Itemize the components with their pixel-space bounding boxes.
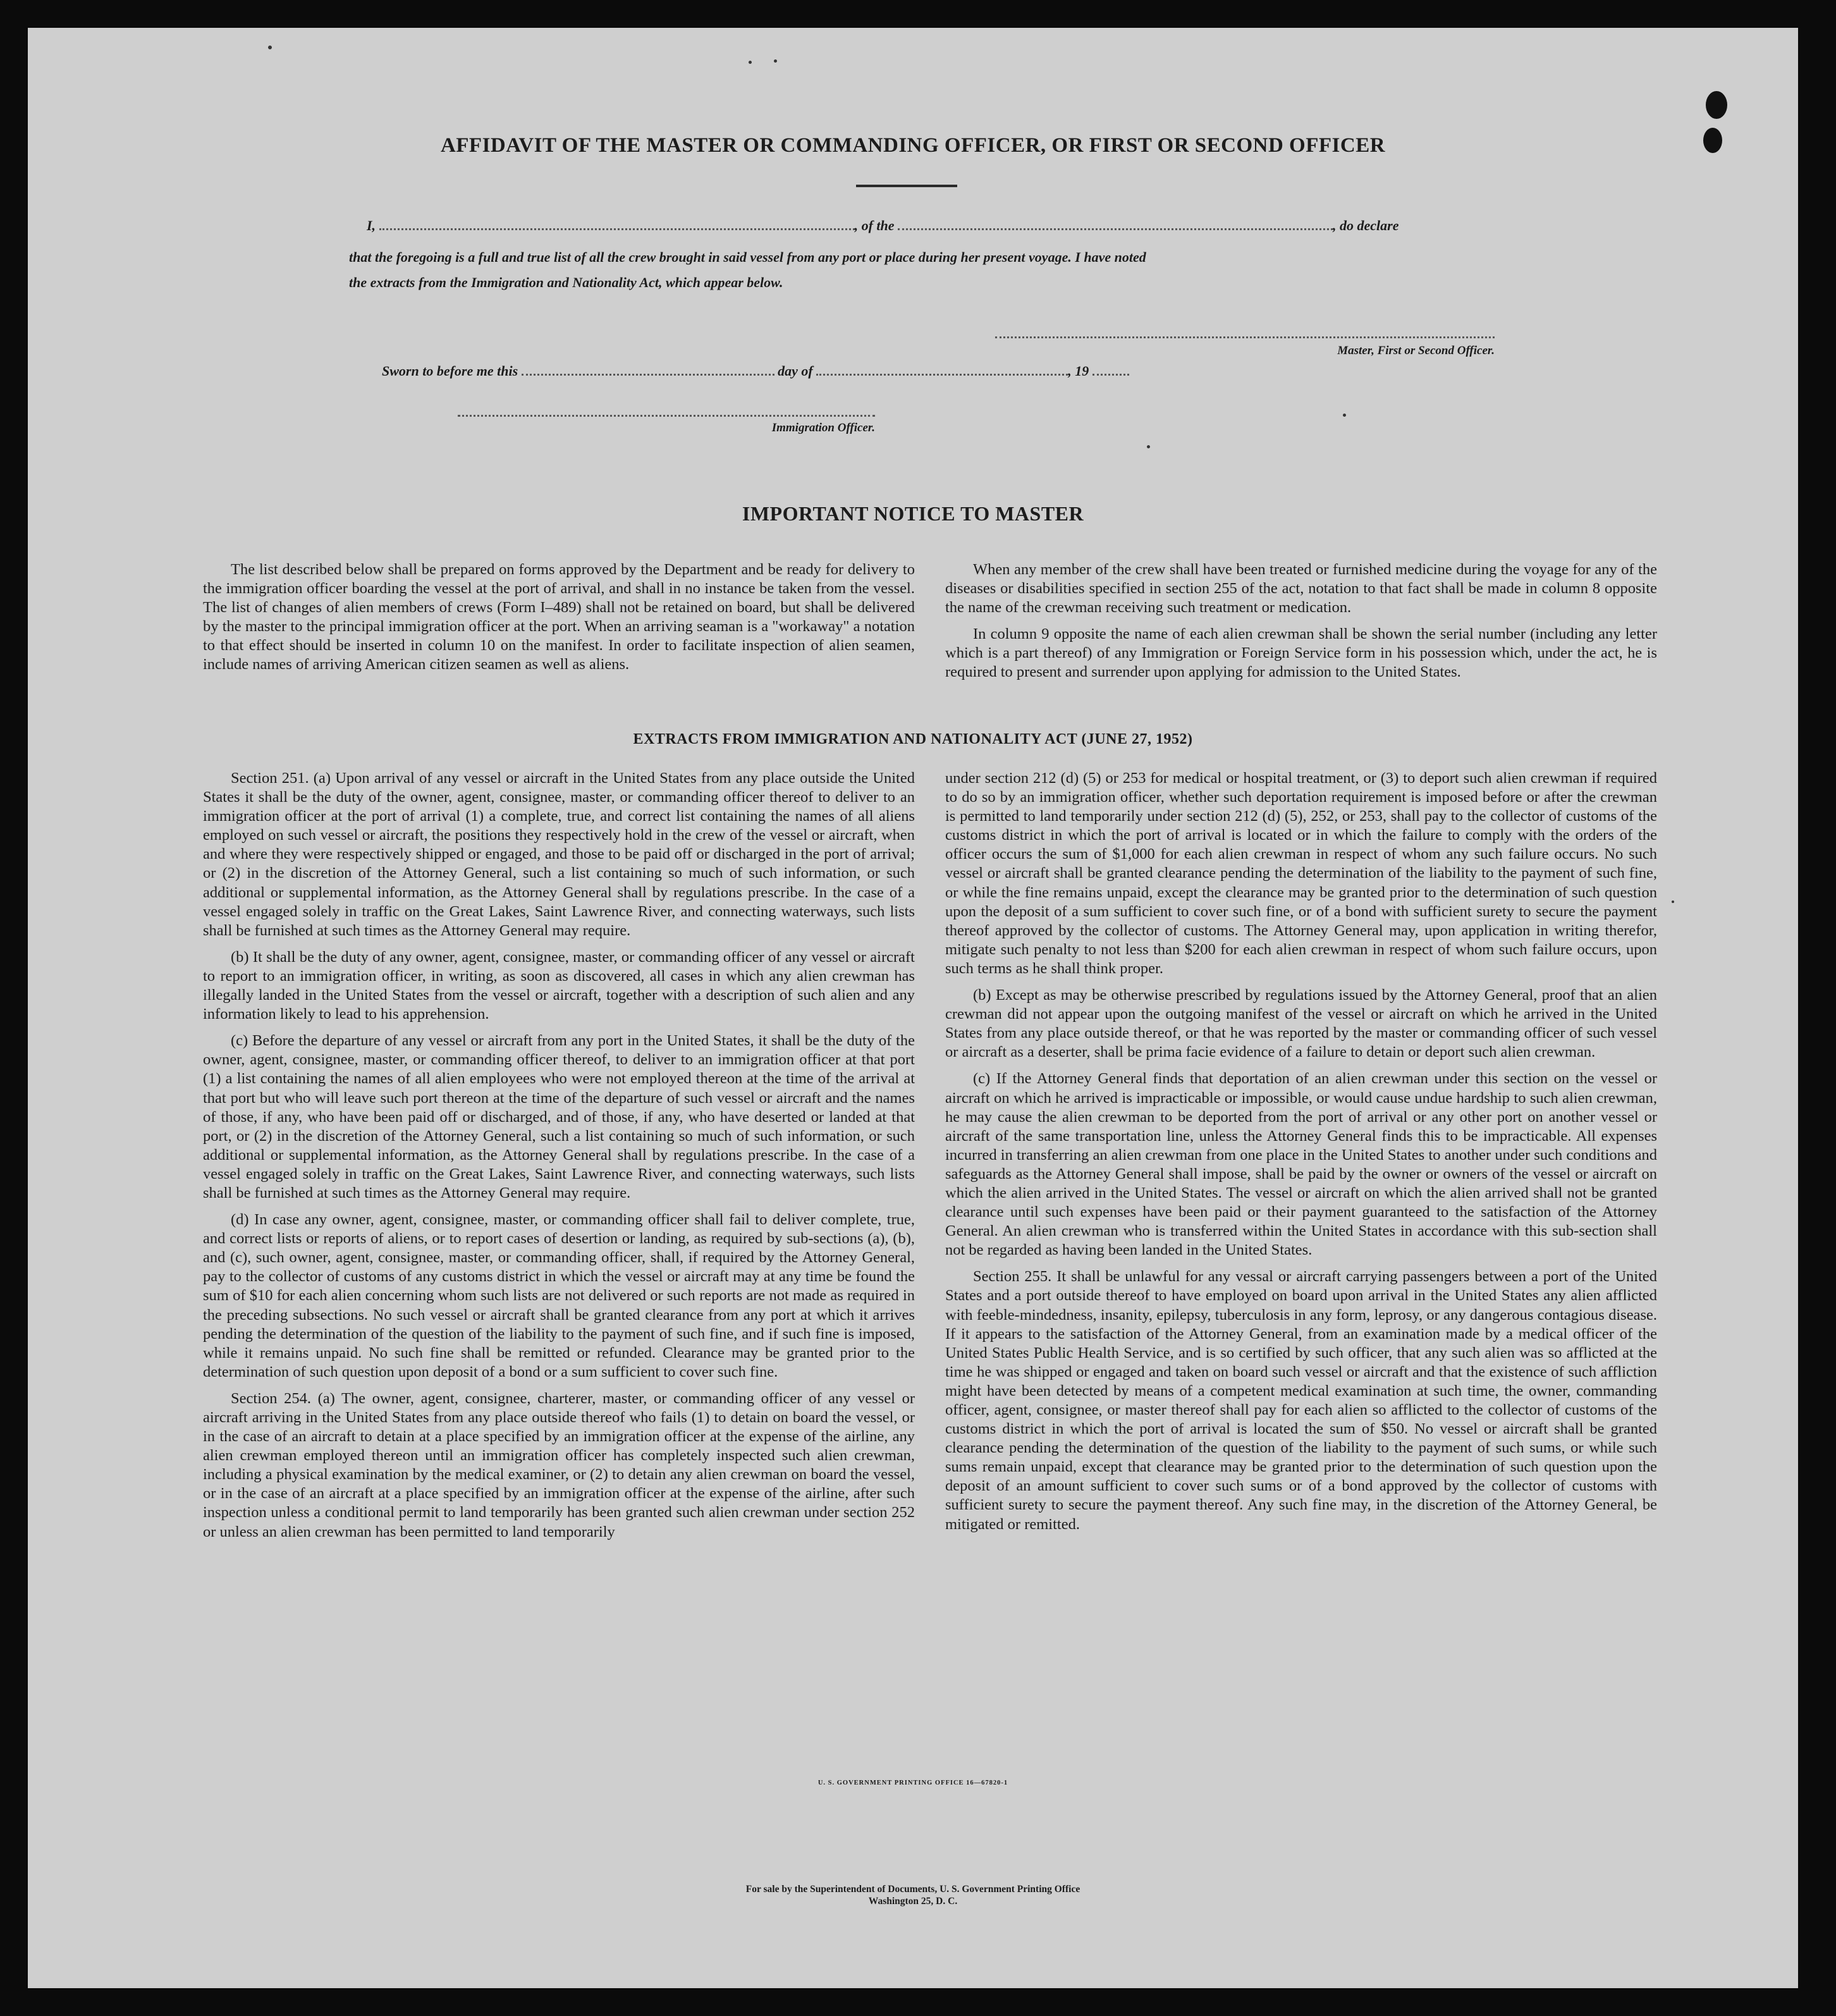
section-paragraph: Section 254. (a) The owner, agent, consignee, charterer, master, or commanding officer of any vessel or aircraft arriving in the United States from any place outside thereof who fails (1) to detain on board the vessel, or in the case of an aircraft to detain at a place specified by an immigration officer at the expense of the airline, any alien crewman employed thereon until an immigration officer has completely inspected such alien crewman, including a physical examination by the medical examiner, or (2) to detain any alien crewman on board the vessel, or in the case of an aircraft at a place specified by an immigration officer at the expense of the airline, after such inspection unless a conditional permit to land temporarily has been granted such alien crewman under section 252 or unless an alien crewman has been permitted to land temporarily [203, 1389, 915, 1540]
extracts-heading: EXTRACTS FROM IMMIGRATION AND NATIONALITY ACT (JUNE 27, 1952) [633, 731, 1193, 747]
immigration-officer-label: Immigration Officer. [771, 421, 875, 434]
section-paragraph: Section 255. It shall be unlawful for any vessal or aircraft carrying passengers between a port of the United States and a port outside thereof to have employed on board upon arrival in the United States any alien afflicted with feeble-mindedness, insanity, epilepsy, tuberculosis in any form, leprosy, or any dangerous contagious disease. If it appears to the satisfaction of the Attorney General, from an examination made by a medical officer of the United States Public Health Service, and is so certified by such officer, that any such alien was so afflicted at the time he was shipped or engaged and taken on board such vessel or aircraft and that the existence of such affliction might have been detected by means of a competent medical examination at such time, the owner, commanding officer, agent, consignee, or master thereof shall pay for each alien so afflicted to the collector of customs of the customs district in which the port of arrival is located the sum of $50. No vessel or aircraft shall be granted clearance pending the determination of the question of the liability to the payment of such sums, or while such sums remain unpaid, except that clearance may be granted prior to the determination of such question upon the deposit of an amount sufficient to cover such sums or of a bond approved by the collector of customs with sufficient surety to secure the payment thereof. Any such fine may, in the discretion of the Attorney General, be mitigated or remitted. [945, 1268, 1657, 1533]
speck [1343, 414, 1346, 417]
section-paragraph: (c) Before the departure of any vessel or aircraft from any port in the United States, it shall be the duty of the owner, agent, consignee, master, or commanding officer thereof, to deliver to an immigration officer at that port (1) a list containing the names of all alien employees who were not employed thereon at the time of the arrival at that port but who will leave such port thereon at the time of the departure of such vessel or aircraft and the names of those, if any, who have been paid off or discharged, and of those, if any, who have deserted or landed at that port, or (2) in the discretion of the Attorney General, such a list containing so much of such information, or such additional or supplemental information, as the Attorney General shall by regulations prescribe. In the case of a vessel engaged solely in traffic on the Great Lakes, Saint Lawrence River, and connecting waterways, such lists shall be furnished at such times as the Attorney General may require. [203, 1032, 915, 1202]
section-paragraph: (d) In case any owner, agent, consignee, master, or commanding officer shall fail to deliver complete, true, and correct lists or reports of aliens, or to report cases of desertion or landing, as required by sub-sections (a), (b), and (c), such owner, agent, consignee, master, or commanding officer, shall, if required by the Attorney General, pay to the collector of customs of any customs district in which the vessel or aircraft may at any time be found the sum of $10 for each alien concerning whom such lists are not delivered or such reports are not made as required in the preceding subsections. No such vessel or aircraft shall be granted clearance from any port at which it arrives pending the determination of the question of the liability to the payment of such fine, and if such fine is imposed, while it remains unpaid. No such fine shall be remitted or refunded. Clearance may be granted prior to the determination of such question upon deposit of a bond or a sum sufficient to cover such fine. [203, 1211, 915, 1380]
declarant-name-field[interactable] [379, 228, 855, 230]
of-the-label: , of the [854, 218, 895, 233]
year-label: , 19 [1068, 363, 1089, 379]
notice-paragraph: The list described below shall be prepared on forms approved by the Department and be ready for delivery to the immigration officer boarding the vessel at the port of arrival, and shall in no instance be taken from the vessel. The list of changes of alien members of crews (Form I–489) shall not be retained on board, but shall be delivered by the master to the principal immigration officer at the port. When an arriving seaman is a "workaway" a notation to that effect should be inserted in column 10 on the manifest. In order to facilitate inspection of alien seamen, include names of arriving American citizen seamen as well as aliens. [203, 561, 915, 673]
notice-right-column [945, 560, 1657, 690]
sworn-day-field[interactable] [522, 374, 774, 376]
sale-note-line-2: Washington 25, D. C. [868, 1896, 958, 1907]
vessel-name-field[interactable] [898, 228, 1333, 230]
master-signature-line[interactable] [995, 336, 1495, 338]
gpo-imprint: U. S. GOVERNMENT PRINTING OFFICE 16—67820-1 [817, 1779, 1008, 1786]
speck [749, 61, 752, 64]
speck [1672, 900, 1674, 903]
extracts-right-column [945, 769, 1657, 1542]
do-declare-label: , do declare [1333, 218, 1399, 233]
notice-paragraph: In column 9 opposite the name of each alien crewman shall be shown the serial number (including any letter which is a part thereof) of any Immigration or Foreign Service form in his possession which, under the act, he is required to present and surrender upon applying for admission to the United States. [945, 625, 1657, 681]
section-paragraph: (b) It shall be the duty of any owner, agent, consignee, master, or commanding officer of any vessel or aircraft to report to an immigration officer, in writing, as soon as discovered, all cases in which any alien crewman has illegally landed in the United States from the vessel or aircraft, together with a description of such alien and any information likely to lead to his apprehension. [203, 948, 915, 1023]
sale-note [28, 1883, 1798, 1907]
sworn-month-field[interactable] [816, 374, 1068, 376]
declaration-line [367, 218, 1524, 234]
notice-left-column [203, 560, 915, 682]
title-rule [856, 185, 957, 187]
sworn-year-field[interactable] [1092, 374, 1129, 376]
section-paragraph: under section 212 (d) (5) or 253 for medical or hospital treatment, or (3) to deport such alien crewman if required to do so by an immigration officer, whether such deportation requirement is imposed before or after the crewman is permitted to land temporarily under section 212 (d) (5), 252, or 253, shall pay to the collector of customs of the customs district in which the port of arrival is located or in which the failure to comply with the orders of the officer occurs the sum of $1,000 for each alien crewman in respect of whom any such failure occurs. No such vessel or aircraft shall be granted clearance pending the determination of the liability to the payment of such fine, or while the fine remains unpaid, except the clearance may be granted prior to the determination of such question upon the deposit of a sum sufficient to cover such fine, or of a bond with sufficient surety to secure the payment thereof approved by the collector of customs. The Attorney General may, upon application in writing therefor, mitigate such penalty to not less than $200 for each alien crewman in respect of whom such failure occurs, upon such terms as he shall think proper. [945, 770, 1657, 977]
section-paragraph: (c) If the Attorney General finds that deportation of an alien crewman under this section on the vessel or aircraft on which he arrived is impracticable or impossible, or would cause undue hardship to such alien crewman, he may cause the alien crewman to be deported from the port of arrival or any other port on another vessel or aircraft of the same transportation line, unless the Attorney General finds this to be impracticable. All expenses incurred in transferring an alien crewman from one place in the United States to another under such conditions and safeguards as the Attorney General shall impose, shall be paid by the owner or owners of the vessel or aircraft on which the alien arrived in the United States. The vessel or aircraft on which the alien arrived shall not be granted clearance until such expenses have been paid or their payment guaranteed to the satisfaction of the Attorney General. An alien crewman who is transferred within the United States in accordance with this sub-section shall not be regarded as having been landed in the United States. [945, 1070, 1657, 1259]
sworn-line [382, 363, 1267, 379]
speck [268, 46, 272, 49]
section-paragraph: Section 251. (a) Upon arrival of any vessel or aircraft in the United States from any place outside the United States it shall be the duty of the owner, agent, consignee, master, or commanding officer thereof to deliver to an immigration officer at the port of arrival (1) a complete, true, and correct list containing the names of all aliens employed on such vessel or aircraft, the positions they respectively hold in the crew of the vessel or aircraft, when and where they were respectively shipped or engaged, and those to be paid off or discharged in the port of arrival; or (2) in the discretion of the Attorney General, such a list containing so much of such information, or such additional or supplemental information, as the Attorney General shall by regulations prescribe. In the case of a vessel engaged solely in traffic on the Great Lakes, Saint Lawrence River, and connecting waterways, such lists shall be furnished at such times as the Attorney General may require. [203, 770, 915, 939]
master-signature-label: Master, First or Second Officer. [1337, 344, 1495, 357]
form-page [28, 28, 1798, 1988]
section-paragraph: (b) Except as may be otherwise prescribed by regulations issued by the Attorney General, proof that an alien crewman did not appear upon the outgoing manifest of the vessel or aircraft on which he arrived in the United States from any place outside thereof, or that he was reported by the master or commanding officer of such vessel or aircraft as a deserter, shall be prima facie evidence of a failure to detain or deport such alien crewman. [945, 986, 1657, 1061]
notice-paragraph: When any member of the crew shall have been treated or furnished medicine during the voyage for any of the diseases or disabilities specified in section 255 of the act, notation to that fact shall be made in column 8 opposite the name of the crewman receiving such treatment or medication. [945, 561, 1657, 617]
i-label: I, [367, 218, 376, 233]
affidavit-title: AFFIDAVIT OF THE MASTER OR COMMANDING OFFICER, OR FIRST OR SECOND OFFICER [440, 134, 1386, 157]
punch-hole-bottom [1703, 128, 1722, 153]
sale-note-line-1: For sale by the Superintendent of Documents, U. S. Government Printing Office [745, 1884, 1080, 1895]
notice-title: IMPORTANT NOTICE TO MASTER [742, 502, 1084, 525]
immigration-officer-signature-line[interactable] [458, 415, 875, 417]
day-of-label: day of [778, 363, 813, 379]
declaration-text-2: the extracts from the Immigration and Nationality Act, which appear below. [349, 274, 783, 290]
punch-hole-top [1706, 91, 1727, 119]
speck [1147, 445, 1150, 448]
declaration-text-1: that the foregoing is a full and true list of all the crew brought in said vessel from any port or place during her present voyage. I have noted [349, 249, 1146, 265]
sworn-label: Sworn to before me this [382, 363, 518, 379]
speck [774, 59, 777, 63]
extracts-left-column [203, 769, 915, 1549]
